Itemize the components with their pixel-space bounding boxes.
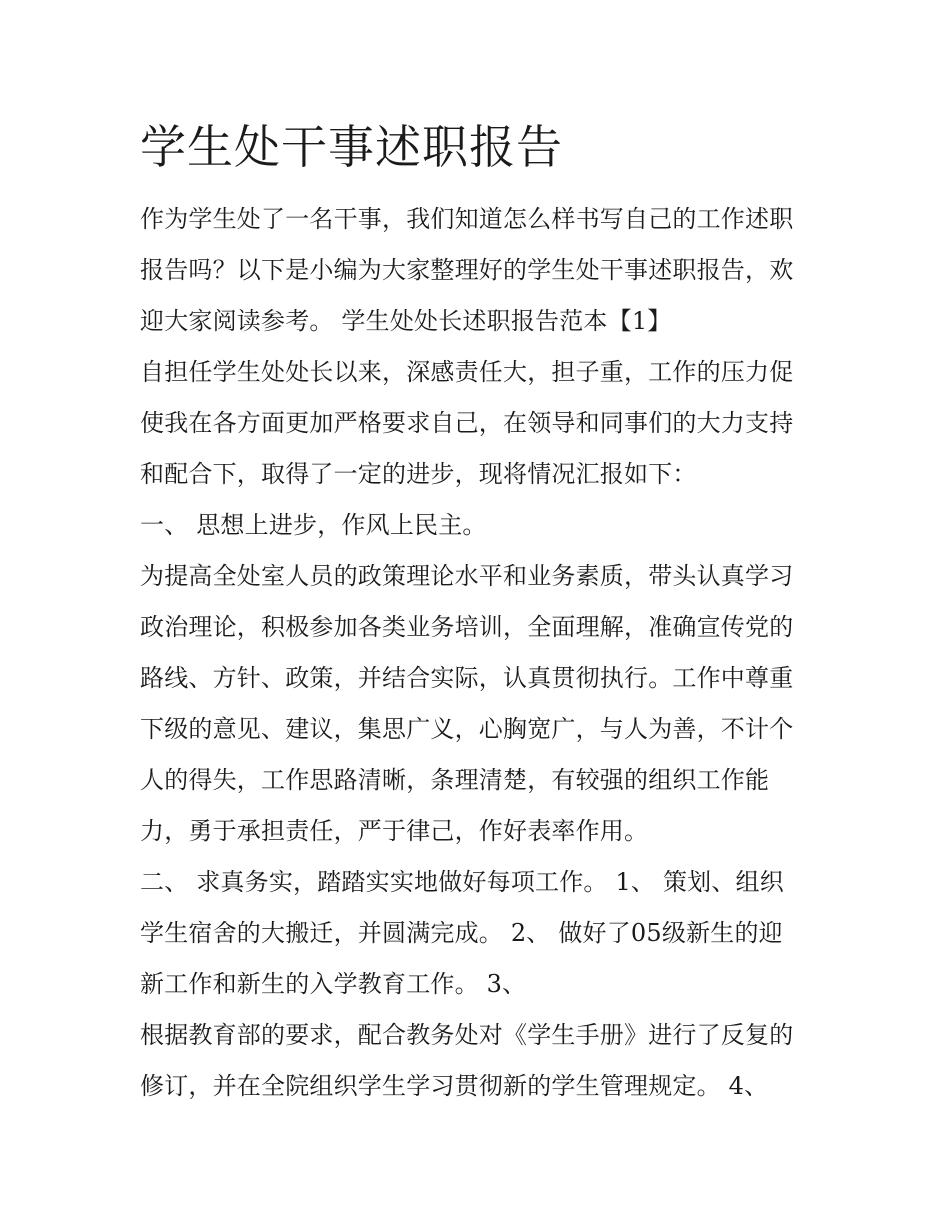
document-title: 学生处干事述职报告 — [140, 120, 563, 174]
paragraph-line: 使我在各方面更加严格要求自己，在领导和同事们的大力支持 — [140, 409, 794, 437]
paragraph-line: 报告吗？以下是小编为大家整理好的学生处干事述职报告，欢 — [140, 256, 794, 284]
section-heading: 二、 求真务实，踏踏实实地做好每项工作。 1、 策划、组织 — [140, 868, 784, 896]
paragraph-line: 学生宿舍的大搬迁，并圆满完成。 2、 做好了05级新生的迎 — [140, 919, 783, 947]
document-body — [140, 194, 820, 1112]
paragraph-line: 作为学生处了一名干事，我们知道怎么样书写自己的工作述职 — [140, 205, 794, 233]
paragraph-line: 自担任学生处处长以来，深感责任大，担子重，工作的压力促 — [140, 358, 794, 386]
paragraph-line: 下级的意见、建议，集思广义，心胸宽广，与人为善，不计个 — [140, 715, 794, 743]
paragraph-line: 根据教育部的要求，配合教务处对《学生手册》进行了反复的 — [140, 1021, 794, 1049]
paragraph-line: 新工作和新生的入学教育工作。 3、 — [140, 970, 527, 998]
paragraph-line: 迎大家阅读参考。 学生处处长述职报告范本【1】 — [140, 307, 672, 335]
paragraph-line: 和配合下，取得了一定的进步，现将情况汇报如下： — [140, 460, 697, 488]
paragraph-line: 路线、方针、政策，并结合实际，认真贯彻执行。工作中尊重 — [140, 664, 794, 692]
section-heading: 一、 思想上进步，作风上民主。 — [140, 511, 487, 539]
paragraph-line: 修订，并在全院组织学生学习贯彻新的学生管理规定。 4、 — [140, 1072, 769, 1100]
paragraph-line: 人的得失，工作思路清晰，条理清楚，有较强的组织工作能 — [140, 766, 770, 794]
paragraph-line: 力，勇于承担责任，严于律己，作好表率作用。 — [140, 817, 649, 845]
paragraph-line: 政治理论，积极参加各类业务培训，全面理解，准确宣传党的 — [140, 613, 794, 641]
paragraph-line: 为提高全处室人员的政策理论水平和业务素质，带头认真学习 — [140, 562, 794, 590]
